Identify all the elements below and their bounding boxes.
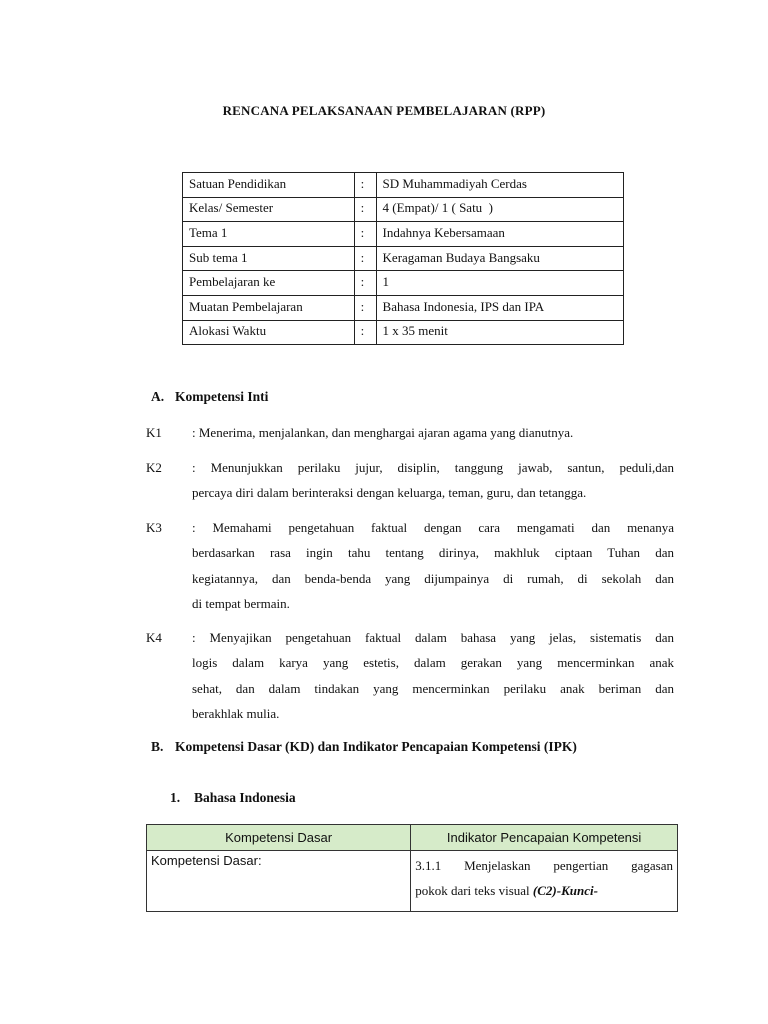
ki-line: : Memahami pengetahuan faktual dengan cara mengamati dan menanya [192, 520, 674, 535]
ki-line: : Menunjukkan perilaku jujur, disiplin, tanggung jawab, santun, peduli,dan [192, 460, 674, 475]
ki-code: K1 [146, 425, 162, 440]
identity-label: Tema 1 [183, 222, 355, 247]
ki-line: : Menyajikan pengetahuan faktual dalam bahasa yang jelas, sistematis dan [192, 630, 674, 645]
ki-text [192, 455, 674, 506]
ki-line: sehat, dan dalam tindakan yang mencerminkan perilaku anak beriman dan [192, 680, 674, 696]
identity-label: Satuan Pendidikan [183, 173, 355, 198]
ki-code: K4 [146, 630, 162, 645]
identity-value: SD Muhammadiyah Cerdas [376, 173, 623, 198]
ipk-line: 3.1.1 Menjelaskan pengertian gagasan [415, 858, 673, 873]
identity-value: Indahnya Kebersamaan [376, 222, 623, 247]
table-row [147, 851, 678, 912]
identity-row [183, 320, 624, 345]
identity-label: Pembelajaran ke [183, 271, 355, 296]
identity-row [183, 246, 624, 271]
kd-cell: Kompetensi Dasar: [147, 851, 411, 912]
identity-value: Bahasa Indonesia, IPS dan IPA [376, 295, 623, 320]
ki-line: percaya diri dalam berinteraksi dengan keluarga, teman, guru, dan tetangga. [192, 485, 587, 501]
identity-label: Kelas/ Semester [183, 197, 355, 222]
identity-separator: : [354, 320, 376, 345]
identity-value: 4 (Empat)/ 1 ( Satu ) [376, 197, 623, 222]
ki-text [192, 420, 674, 445]
identity-row [183, 222, 624, 247]
section-number: B. [151, 739, 164, 754]
section-b-heading [151, 739, 577, 755]
identity-row [183, 271, 624, 296]
identity-separator: : [354, 222, 376, 247]
identity-separator: : [354, 197, 376, 222]
ki-text [192, 625, 674, 726]
identity-label: Muatan Pembelajaran [183, 295, 355, 320]
ki-line: : Menerima, menjalankan, dan menghargai ajaran agama yang dianutnya. [192, 425, 574, 440]
kd-ipk-table [146, 824, 678, 912]
identity-table [182, 172, 624, 345]
identity-row [183, 197, 624, 222]
ipk-cell [411, 851, 678, 912]
ki-line: logis dalam karya yang estetis, dalam gerakan yang mencerminkan anak [192, 655, 674, 671]
ki-line: di tempat bermain. [192, 595, 290, 611]
subsection-number: 1. [170, 790, 181, 805]
identity-separator: : [354, 246, 376, 271]
column-header-kd: Kompetensi Dasar [147, 825, 411, 851]
identity-separator: : [354, 173, 376, 198]
section-a-heading [151, 389, 268, 405]
identity-value: Keragaman Budaya Bangsaku [376, 246, 623, 271]
identity-row [183, 295, 624, 320]
section-title: Kompetensi Dasar (KD) dan Indikator Pencapaian Kompetensi (IPK) [175, 739, 577, 754]
table-header-row [147, 825, 678, 851]
ki-code: K3 [146, 520, 162, 535]
identity-value: 1 x 35 menit [376, 320, 623, 345]
ipk-emphasis: (C2)-Kunci- [532, 883, 598, 898]
subsection-title: Bahasa Indonesia [194, 790, 296, 805]
section-title: Kompetensi Inti [175, 389, 269, 404]
ki-line: berakhlak mulia. [192, 705, 280, 721]
column-header-ipk: Indikator Pencapaian Kompetensi [411, 825, 678, 851]
ki-text [192, 515, 674, 616]
identity-value: 1 [376, 271, 623, 296]
ki-line: kegiatannya, dan benda-benda yang dijumpainya di rumah, di sekolah dan [192, 570, 674, 586]
document-title: RENCANA PELAKSANAAN PEMBELAJARAN (RPP) [222, 103, 546, 118]
identity-separator: : [354, 295, 376, 320]
ki-code: K2 [146, 460, 162, 475]
identity-row [183, 173, 624, 198]
subsection-heading [170, 790, 296, 806]
identity-separator: : [354, 271, 376, 296]
identity-label: Alokasi Waktu [183, 320, 355, 345]
ki-line: berdasarkan rasa ingin tahu tentang dirinya, makhluk ciptaan Tuhan dan [192, 545, 674, 561]
section-number: A. [151, 389, 165, 404]
identity-label: Sub tema 1 [183, 246, 355, 271]
ipk-line: pokok dari teks visual [415, 883, 530, 898]
